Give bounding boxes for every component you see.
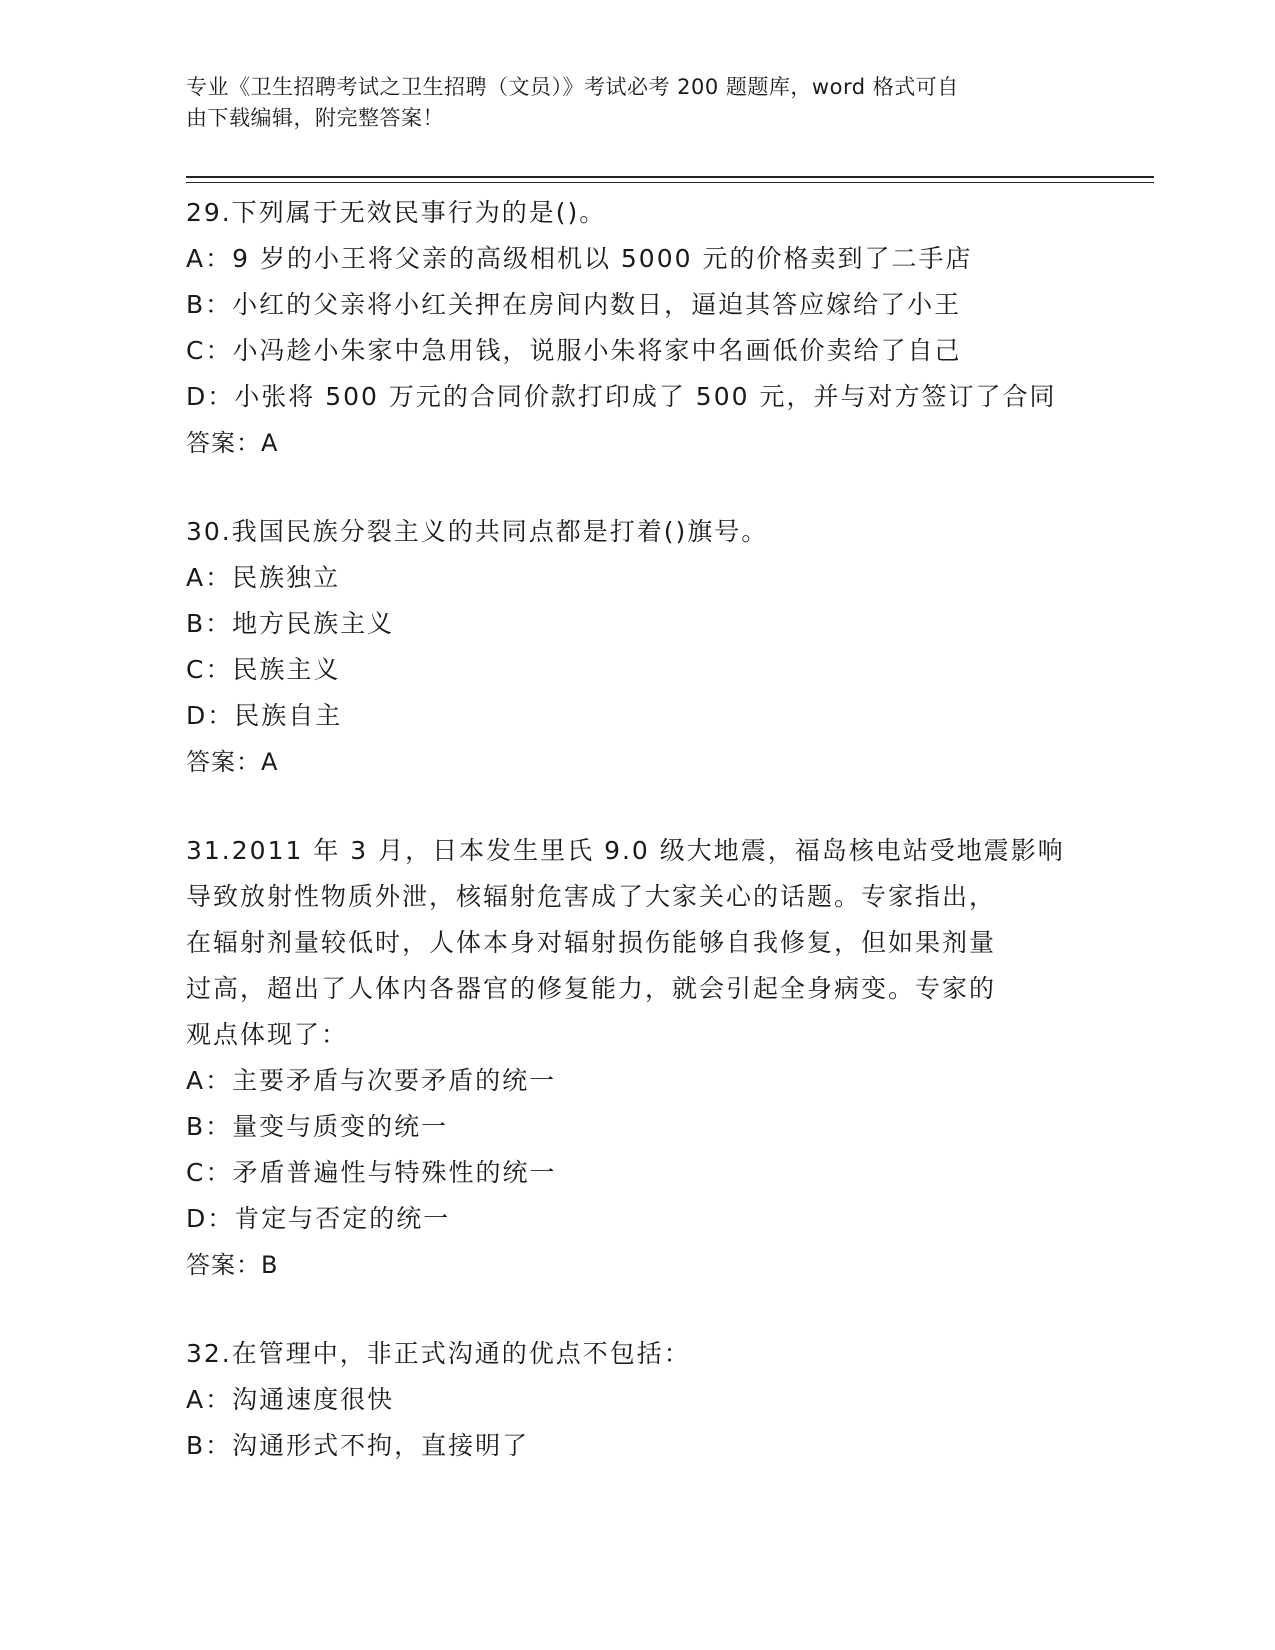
option-b: B：沟通形式不拘，直接明了: [186, 1431, 530, 1460]
question-stem: 30.我国民族分裂主义的共同点都是打着()旗号。: [186, 517, 769, 546]
question-stem-line: 在辐射剂量较低时，人体本身对辐射损伤能够自我修复，但如果剂量: [186, 928, 997, 957]
question-30: [186, 509, 1106, 785]
option-a: A：沟通速度很快: [186, 1385, 395, 1414]
option-d: D：小张将 500 万元的合同价款打印成了 500 元，并与对方签订了合同: [186, 382, 1057, 411]
question-stem-line: 过高，超出了人体内各器官的修复能力，就会引起全身病变。专家的: [186, 974, 997, 1003]
question-stem-line: 导致放射性物质外泄，核辐射危害成了大家关心的话题。专家指出，: [186, 882, 997, 911]
option-a: A：民族独立: [186, 563, 341, 592]
option-a: A：主要矛盾与次要矛盾的统一: [186, 1066, 557, 1095]
question-stem-line: 观点体现了：: [186, 1020, 349, 1049]
answer: 答案：B: [186, 1251, 279, 1279]
option-c: C：矛盾普遍性与特殊性的统一: [186, 1158, 557, 1187]
answer: 答案：A: [186, 748, 279, 776]
option-a: A：9 岁的小王将父亲的高级相机以 5000 元的价格卖到了二手店: [186, 244, 973, 273]
question-stem: 29.下列属于无效民事行为的是()。: [186, 198, 607, 227]
question-32: [186, 1331, 1106, 1469]
option-d: D：肯定与否定的统一: [186, 1204, 451, 1233]
header-line-2: 由下载编辑，附完整答案！: [186, 106, 444, 130]
header-line-1: 专业《卫生招聘考试之卫生招聘（文员）》考试必考 200 题题库，word 格式可自: [186, 75, 959, 99]
question-31: [186, 828, 1106, 1288]
question-stem-line: 31.2011 年 3 月，日本发生里氏 9.0 级大地震，福岛核电站受地震影响: [186, 836, 1065, 865]
question-list: [186, 190, 1106, 1512]
option-b: B：地方民族主义: [186, 609, 395, 638]
header-divider-thick: [186, 176, 1154, 178]
question-29: [186, 190, 1106, 466]
option-c: C：小冯趁小朱家中急用钱，说服小朱将家中名画低价卖给了自己: [186, 336, 962, 365]
question-stem: [186, 828, 1106, 1058]
option-d: D：民族自主: [186, 701, 343, 730]
option-b: B：量变与质变的统一: [186, 1112, 449, 1141]
option-b: B：小红的父亲将小红关押在房间内数日，逼迫其答应嫁给了小王: [186, 290, 962, 319]
option-c: C：民族主义: [186, 655, 341, 684]
question-stem: 32.在管理中，非正式沟通的优点不包括：: [186, 1339, 691, 1368]
document-header: [186, 72, 1066, 134]
header-divider-thin: [186, 182, 1154, 183]
answer: 答案：A: [186, 429, 279, 457]
